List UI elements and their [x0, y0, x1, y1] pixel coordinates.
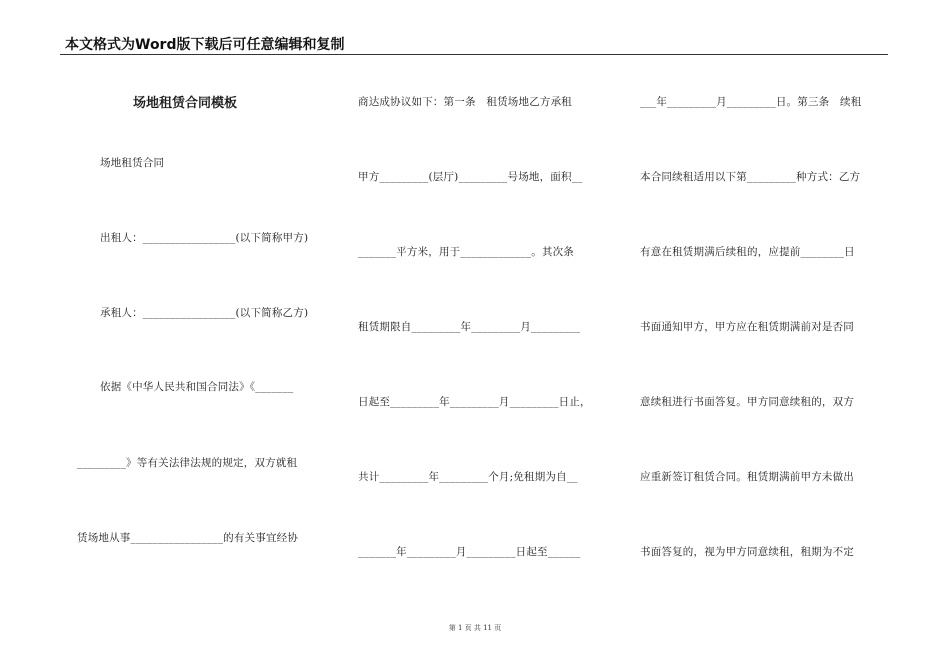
col2-line-5: 日起至_________年_________月_________日止， — [358, 396, 591, 408]
header-divider — [60, 54, 888, 55]
col1-line-1: 场地租赁合同 — [100, 157, 165, 169]
col2-line-7: _______年_________月_________日起至______ — [358, 546, 581, 558]
col3-line-2: 本合同续租适用以下第_________种方式：乙方 — [640, 171, 861, 183]
col1-line-5: _________》等有关法律法规的规定，双方就租 — [77, 457, 298, 469]
col1-line-6: 赁场地从事_________________的有关事宜经协 — [77, 532, 299, 544]
col3-line-7: 书面答复的，视为甲方同意续租，租期为不定 — [640, 546, 854, 558]
col2-line-1: 商达成协议如下：第一条 租赁场地乙方承租 — [358, 96, 572, 108]
col3-line-5: 意续租进行书面答复。甲方同意续租的，双方 — [640, 396, 854, 408]
col2-line-3: _______平方米，用于_____________。其次条 — [358, 246, 574, 258]
col1-line-4: 依据《中华人民共和国合同法》《_______ — [100, 381, 294, 393]
col2-line-4: 租赁期限自_________年_________月_________ — [358, 321, 581, 333]
col3-line-3: 有意在租赁期满后续租的，应提前________日 — [640, 246, 855, 258]
col1-line-3: 承租人：_________________(以下简称乙方) — [100, 307, 309, 319]
col2-line-2: 甲方_________(层厅)_________号场地，面积__ — [358, 171, 583, 183]
page-footer: 第 1 页 共 11 页 — [448, 624, 502, 632]
page-header: 本文格式为Word版下载后可任意编辑和复制 — [65, 37, 345, 53]
col3-line-6: 应重新签订租赁合同。租赁期满前甲方未做出 — [640, 471, 854, 483]
col3-line-4: 书面通知甲方，甲方应在租赁期满前对是否同 — [640, 321, 854, 333]
col2-line-6: 共计_________年_________个月;免租期为自__ — [358, 471, 578, 483]
col3-line-1: ___年_________月_________日。第三条 续租 — [640, 96, 862, 108]
col1-line-2: 出租人：_________________(以下简称甲方) — [100, 232, 309, 244]
document-title: 场地租赁合同模板 — [133, 96, 238, 111]
